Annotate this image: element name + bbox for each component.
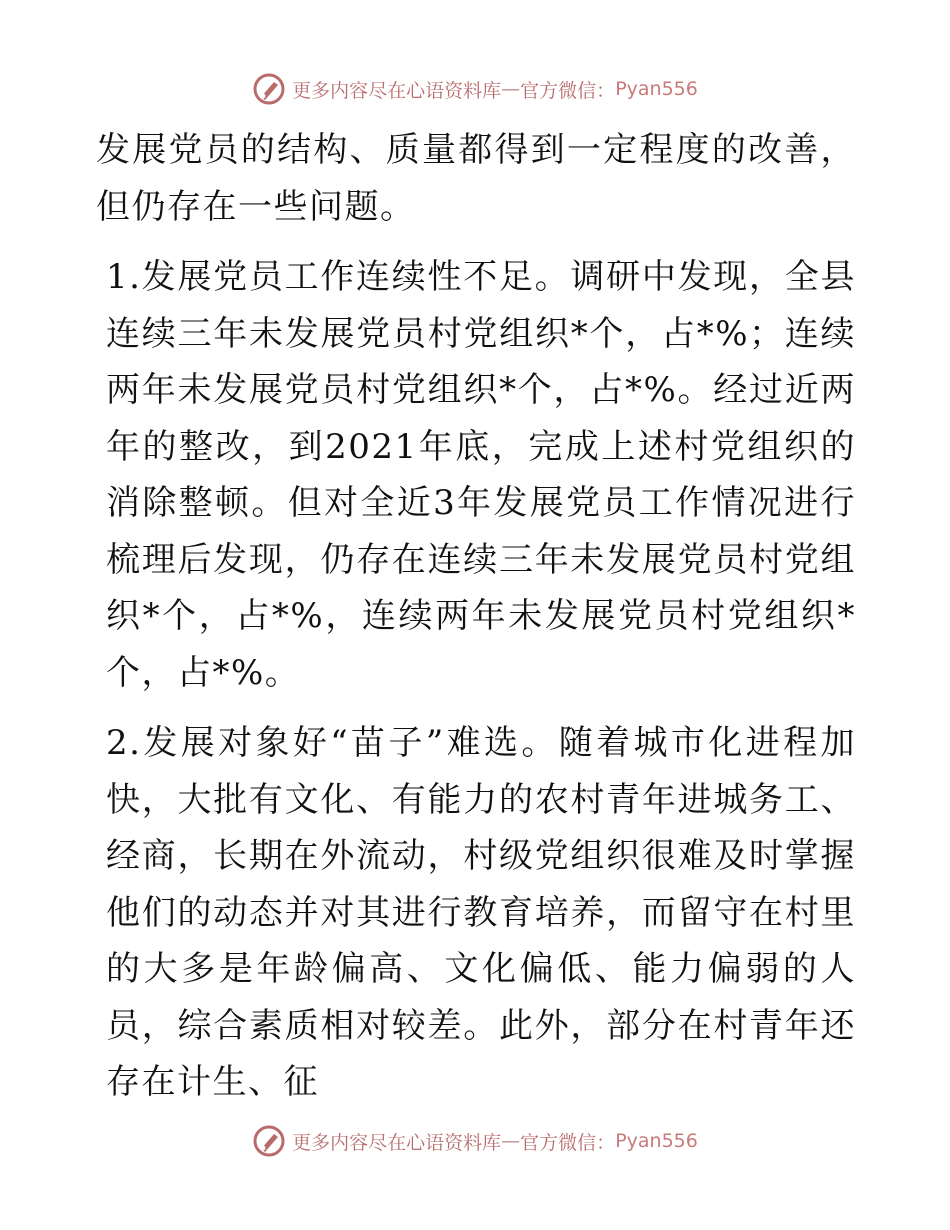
paragraph-item-2: 2.发展对象好“苗子”难选。随着城市化进程加快，大批有文化、有能力的农村青年进城务工、经商，长期在外流动，村级党组织很难及时掌握他们的动态并对其进行教育培养，而留守在村里的大多是年龄偏高、文化偏低、能力偏弱的人员，综合素质相对较差。此外，部分在村青年还存在计生、征 [106,723,856,1102]
pen-logo-icon [252,1124,286,1158]
watermark-text: 更多内容尽在心语资料库 [292,1131,502,1154]
watermark-wechat-label: 官方微信： [520,79,616,102]
header-watermark [0,72,950,106]
paragraph-intro: 发展党员的结构、质量都得到一定程度的改善，但仍存在一些问题。 [96,130,856,227]
document-body [96,122,856,1125]
paragraph-item-1: 1.发展党员工作连续性不足。调研中发现，全县连续三年未发展党员村党组织*个，占*%；连续两年未发展党员村党组织*个，占*%。经过近两年的整改，到2021年底，完成上述村党组织的消除整顿。但对全近3年发展党员工作情况进行梳理后发现，仍存在连续三年未发展党员村党组织*个，占*%，连续两年未发展党员村党组织*个，占*%。 [106,257,856,693]
watermark-wechat-id: Pyan556 [615,78,698,100]
watermark-separator: — [501,1130,521,1152]
pen-logo-icon [252,72,286,106]
footer-watermark [0,1124,950,1158]
watermark-text: 更多内容尽在心语资料库 [292,79,502,102]
watermark-separator: — [501,78,521,100]
watermark-wechat-label: 官方微信： [520,1131,616,1154]
watermark-wechat-id: Pyan556 [615,1130,698,1152]
